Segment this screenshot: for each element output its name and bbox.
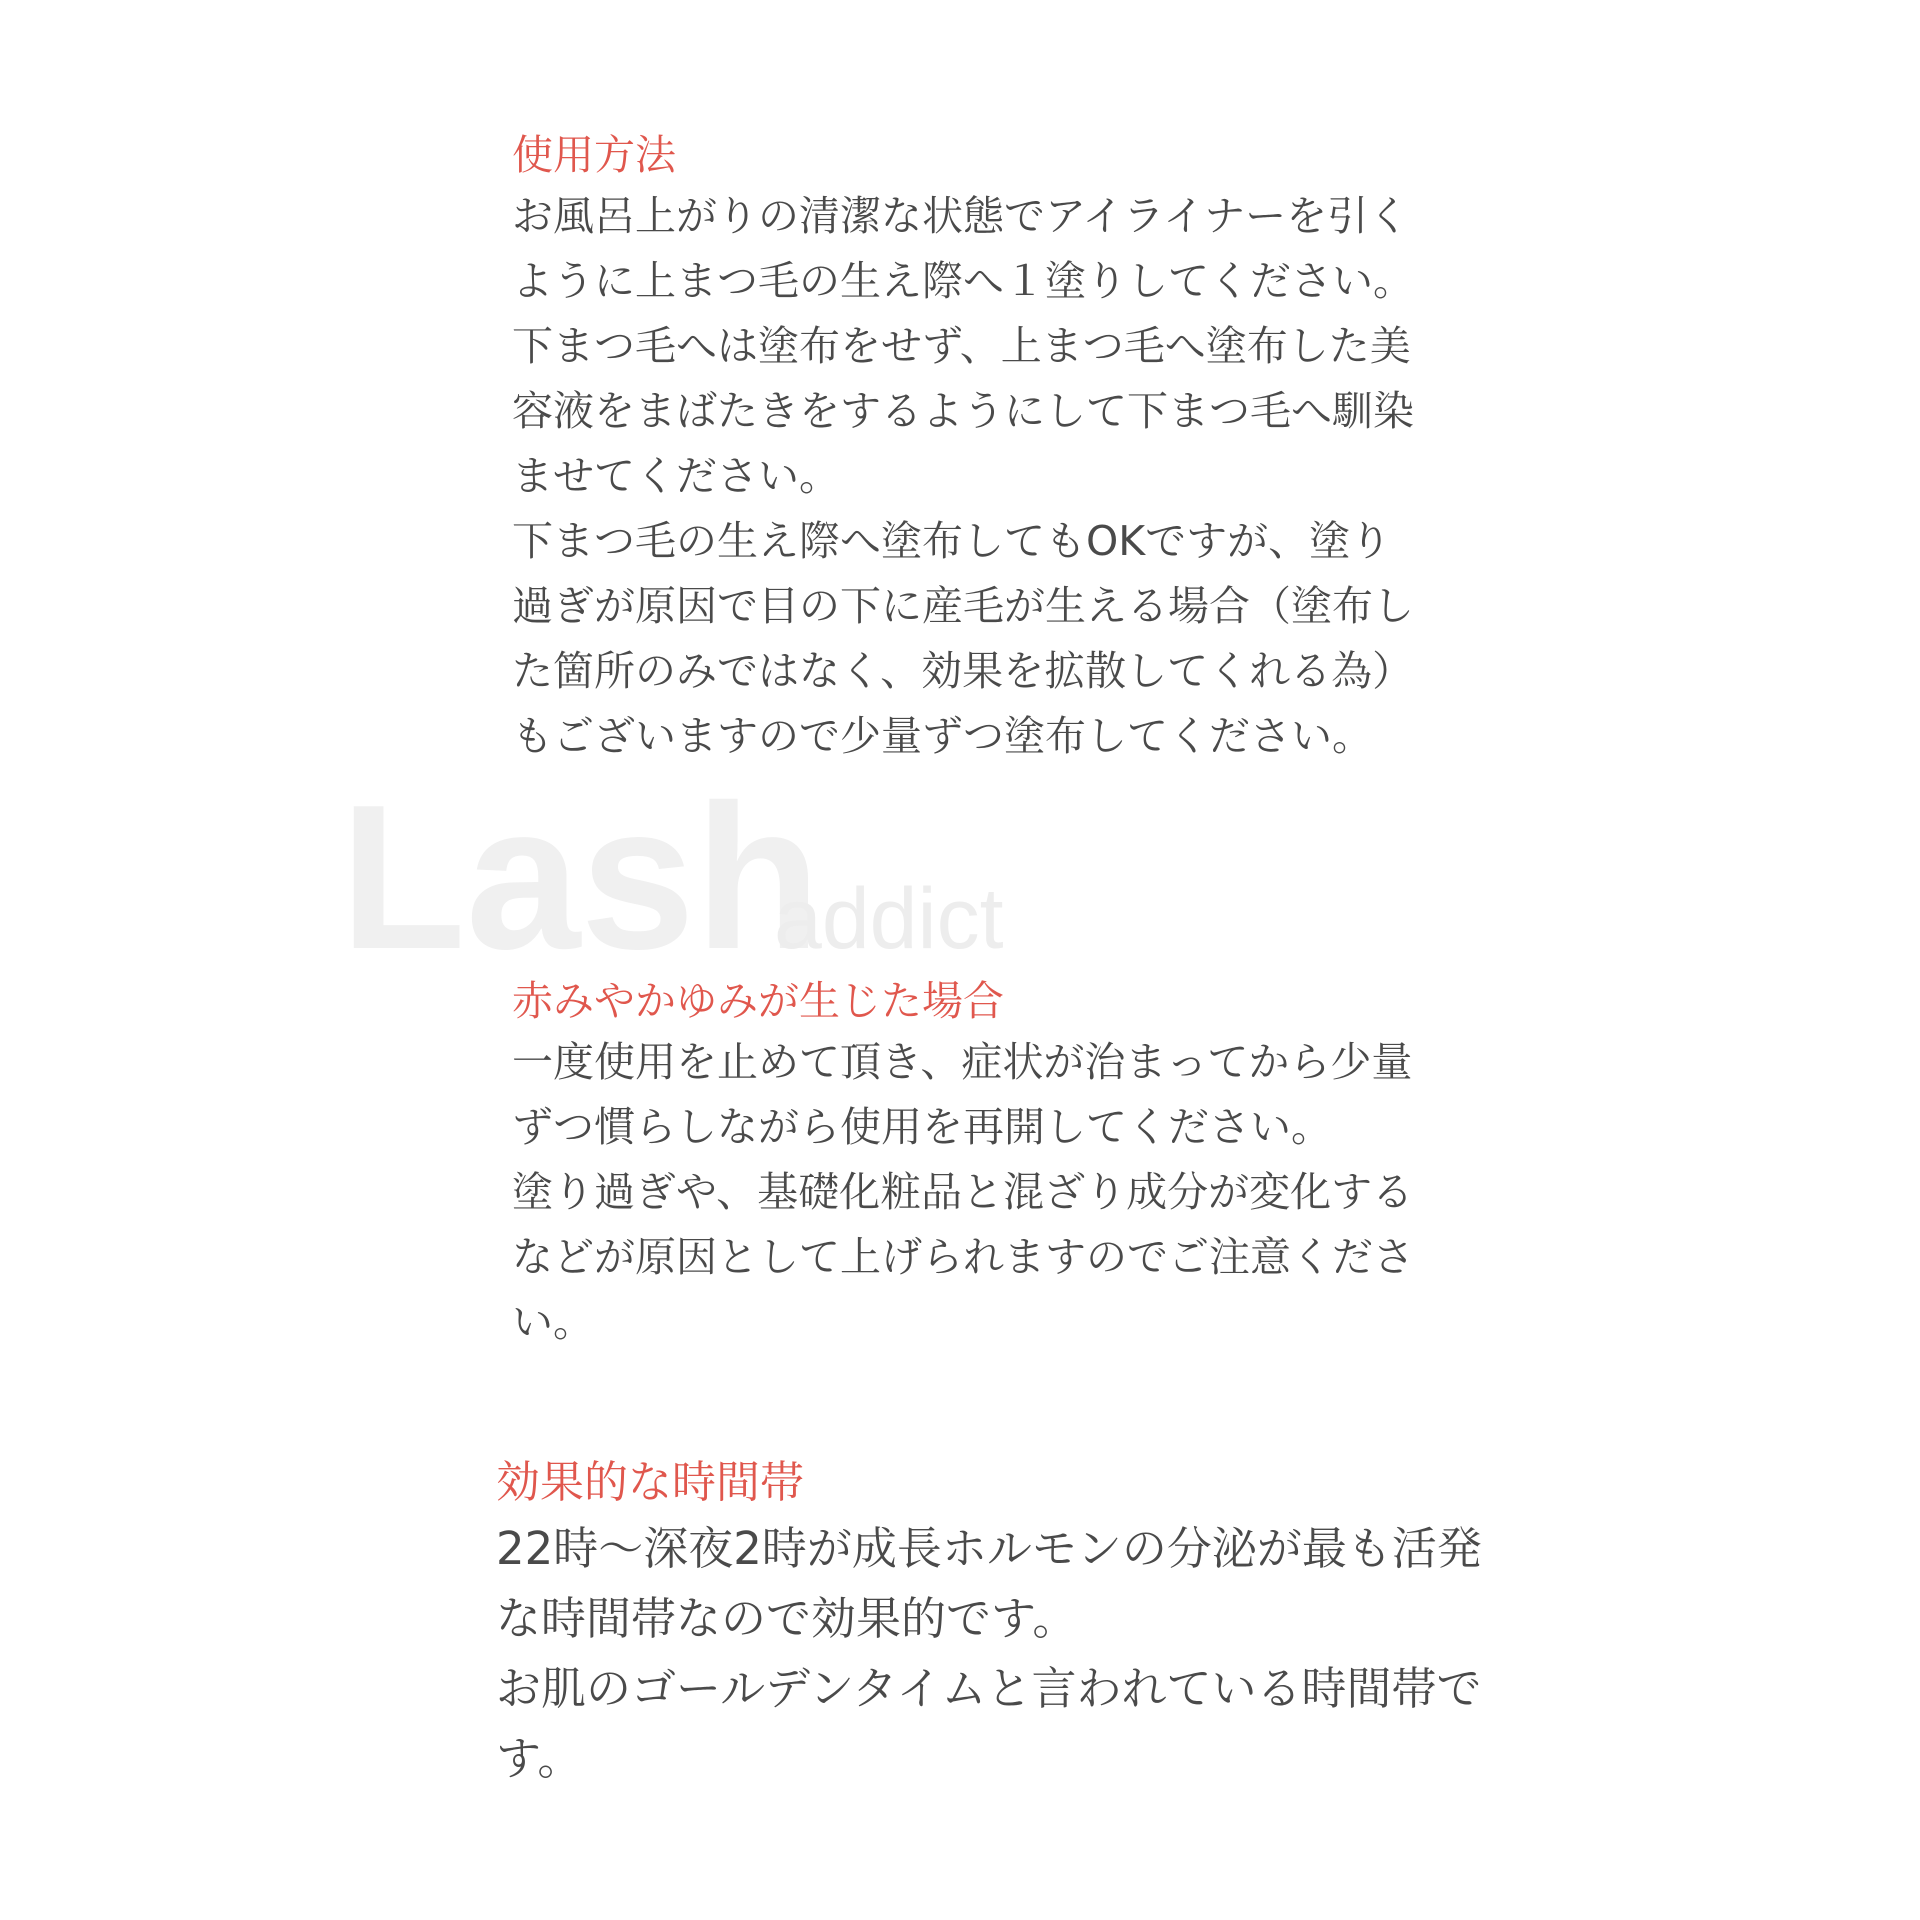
usage-line: もございますので少量ずつ塗布してください。 (512, 712, 1373, 760)
effective-time-heading: 効果的な時間帯 (496, 1457, 804, 1508)
redness-line: 一度使用を止めて頂き、症状が治まってから少量 (512, 1038, 1413, 1086)
effective-time-line: な時間帯なので効果的です。 (496, 1592, 1078, 1645)
usage-line: た箇所のみではなく、効果を拡散してくれる為） (512, 647, 1414, 695)
usage-heading: 使用方法 (512, 131, 676, 179)
usage-line: ように上まつ毛の生え際へ１塗りしてください。 (512, 257, 1414, 305)
redness-line: 塗り過ぎや、基礎化粧品と混ざり成分が変化する (512, 1168, 1414, 1216)
usage-line: 下まつ毛の生え際へ塗布してもOKですが、塗り (512, 517, 1392, 565)
effective-time-section (496, 1452, 1536, 1794)
redness-heading: 赤みやかゆみが生じた場合 (512, 977, 1004, 1025)
effective-time-line: 22時〜深夜2時が成長ホルモンの分泌が最も活発 (496, 1522, 1482, 1575)
redness-line: ずつ慣らしながら使用を再開してください。 (512, 1103, 1332, 1151)
redness-section (512, 972, 1492, 1355)
usage-line: お風呂上がりの清潔な状態でアイライナーを引く (512, 192, 1410, 240)
usage-line: 容液をまばたきをするようにして下まつ毛へ馴染 (512, 387, 1414, 435)
usage-line: ませてください。 (512, 452, 840, 500)
effective-time-line: お肌のゴールデンタイムと言われている時間帯で (496, 1662, 1482, 1715)
watermark-sub-text: addict (774, 871, 1004, 967)
redness-line: い。 (512, 1298, 594, 1346)
redness-line: などが原因として上げられますのでご注意くださ (512, 1233, 1414, 1281)
usage-line: 下まつ毛へは塗布をせず、上まつ毛へ塗布した美 (512, 322, 1411, 370)
lash-addict-watermark (340, 780, 1080, 970)
effective-time-line: す。 (496, 1732, 583, 1785)
watermark-main-text: Lash (340, 780, 821, 970)
usage-section (512, 126, 1492, 769)
watermark-logo (340, 780, 1080, 970)
usage-line: 過ぎが原因で目の下に産毛が生える場合（塗布し (512, 582, 1414, 630)
